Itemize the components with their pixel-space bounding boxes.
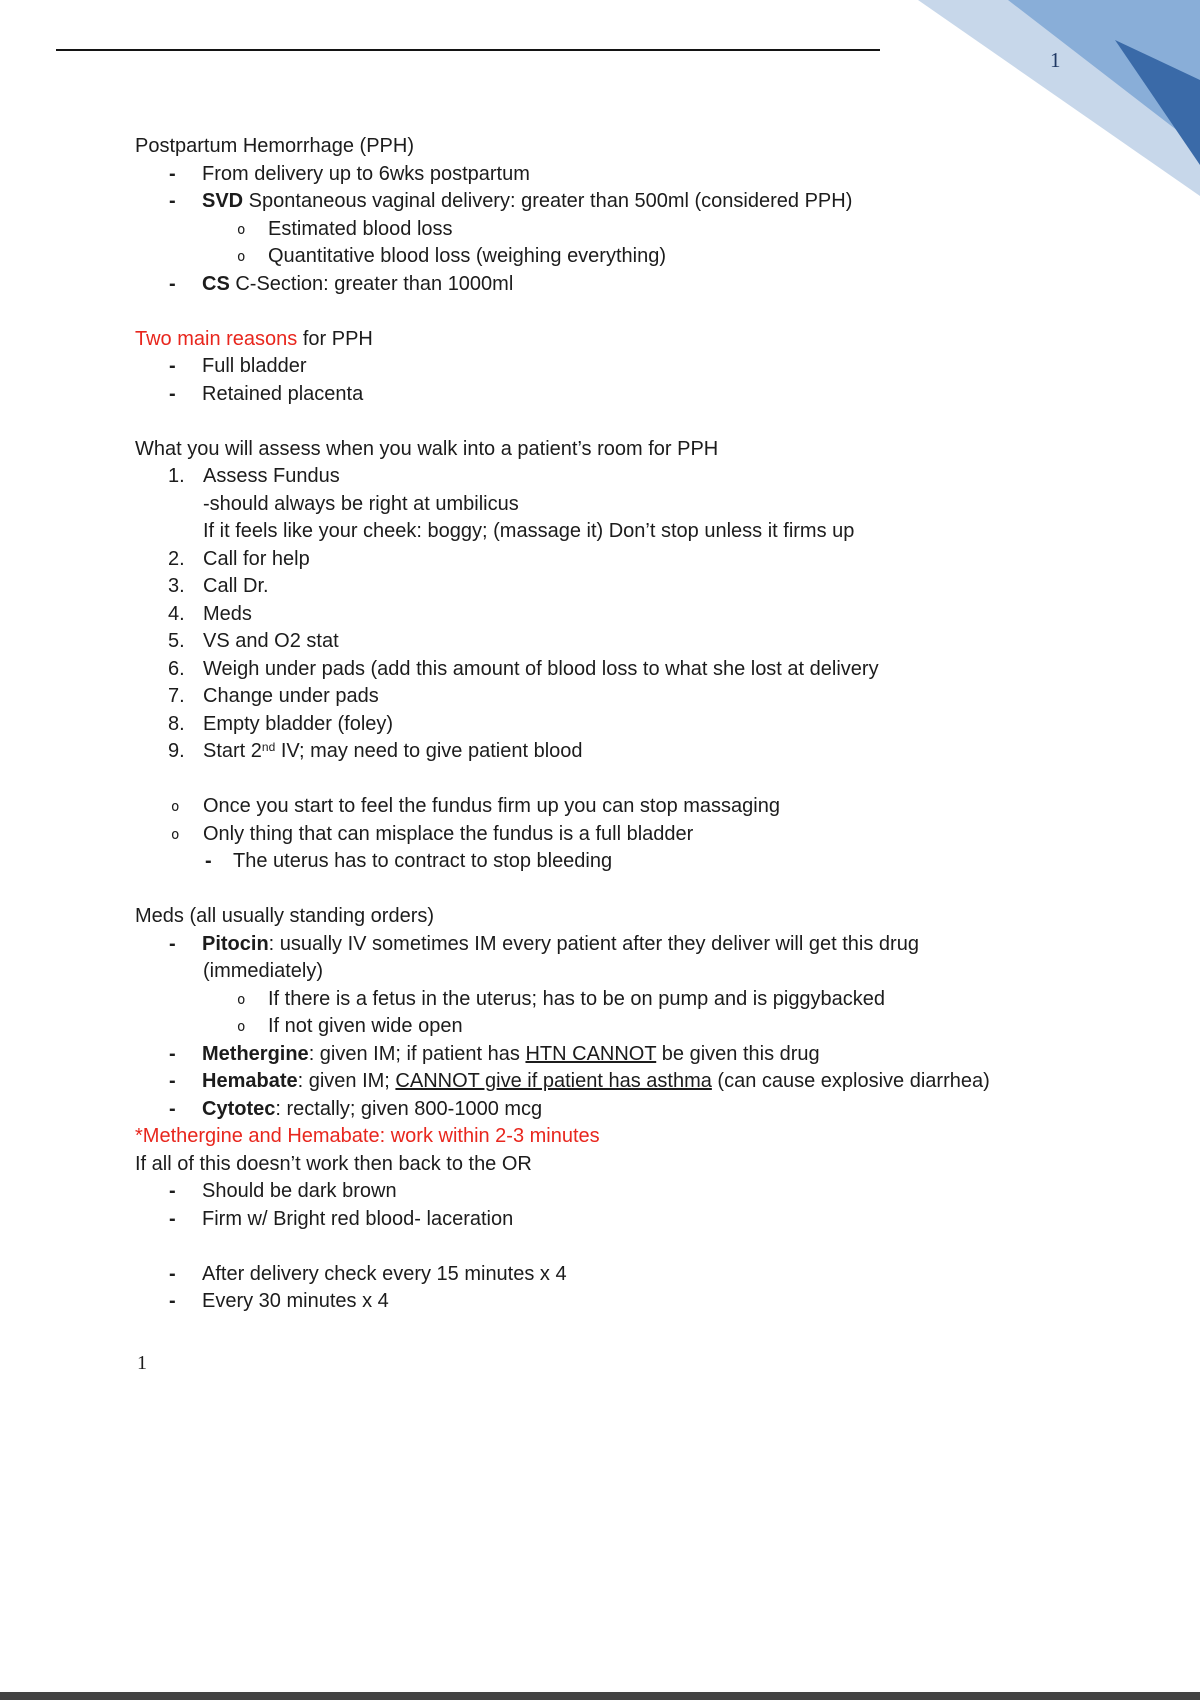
- term-svd: SVD: [202, 190, 244, 212]
- dash-marker: -: [169, 1180, 176, 1202]
- number-marker: 6.: [168, 657, 185, 680]
- number-marker: 7.: [168, 685, 185, 707]
- numbered-text-post: IV; may need to give patient blood: [275, 740, 583, 762]
- numbered-item: [135, 573, 1085, 601]
- circle-marker: o: [171, 826, 180, 843]
- section-heading: [135, 903, 1085, 931]
- circle-bullet-item: [135, 821, 1085, 849]
- bullet-text: : rectally; given 800-1000 mcg: [275, 1097, 543, 1120]
- continuation-text: If it feels like your cheek: boggy; (massage it) Don’t stop unless it firms up: [203, 520, 855, 542]
- dash-marker: -: [169, 1097, 176, 1120]
- bullet-text: be given this drug: [656, 1042, 820, 1065]
- section-heading: [135, 436, 1085, 464]
- numbered-text: Meds: [203, 602, 252, 625]
- numbered-item: [135, 463, 1085, 491]
- number-marker: 2.: [168, 547, 185, 570]
- sub-bullet-item: [135, 986, 1085, 1014]
- document-content: [135, 133, 1085, 1316]
- heading-red-text: Two main reasons: [135, 327, 298, 350]
- dash-marker: -: [169, 190, 176, 212]
- numbered-text: VS and O2 stat: [203, 630, 339, 652]
- drug-methergine: Methergine: [202, 1042, 309, 1065]
- circle-marker: o: [237, 249, 246, 265]
- dash-marker: -: [205, 850, 212, 872]
- bullet-text: Once you start to feel the fundus firm up you can stop massaging: [203, 795, 780, 817]
- sub-bullet-text: Estimated blood loss: [268, 217, 453, 240]
- bullet-text: : usually IV sometimes IM every patient after they deliver will get this drug: [268, 932, 919, 955]
- bullet-item: [135, 1288, 1085, 1316]
- nested-dash-item: [135, 848, 1085, 876]
- page-bottom-edge: [0, 1692, 1200, 1700]
- numbered-item: [135, 546, 1085, 574]
- numbered-item: [135, 711, 1085, 739]
- number-marker: 1.: [168, 465, 185, 487]
- blank-line: [135, 408, 1085, 436]
- number-marker: 9.: [168, 740, 185, 762]
- circle-marker: o: [237, 991, 246, 1008]
- underlined-warning: HTN CANNOT: [525, 1042, 657, 1065]
- bullet-text: The uterus has to contract to stop bleeding: [233, 850, 613, 872]
- numbered-text: Assess Fundus: [203, 465, 340, 487]
- circle-marker: o: [171, 799, 180, 815]
- continuation-line: [135, 491, 1085, 519]
- bullet-item: [135, 1261, 1085, 1289]
- dash-marker: -: [169, 162, 176, 185]
- bullet-text: : given IM; if patient has: [308, 1042, 526, 1065]
- doc-title: [135, 133, 1085, 161]
- number-marker: 4.: [168, 602, 185, 625]
- dash-marker: -: [169, 1262, 176, 1285]
- bullet-text: From delivery up to 6wks postpartum: [202, 162, 530, 185]
- numbered-item: [135, 601, 1085, 629]
- bullet-item: [135, 1178, 1085, 1206]
- numbered-text: Change under pads: [203, 685, 379, 707]
- dash-marker: -: [169, 382, 176, 405]
- bullet-text: Should be dark brown: [202, 1180, 397, 1202]
- sub-bullet-text: If not given wide open: [268, 1015, 463, 1037]
- numbered-text: Empty bladder (foley): [203, 712, 394, 735]
- heading-text: Meds (all usually standing orders): [135, 905, 435, 927]
- bullet-text: After delivery check every 15 minutes x 4: [202, 1262, 567, 1285]
- bullet-text: : given IM;: [297, 1070, 396, 1092]
- circle-marker: o: [237, 221, 246, 238]
- dash-marker: -: [169, 355, 176, 377]
- blank-line: [135, 766, 1085, 794]
- number-marker: 3.: [168, 575, 185, 597]
- blank-line: [135, 1233, 1085, 1261]
- bullet-text: C-Section: greater than 1000ml: [229, 272, 514, 295]
- numbered-text: Call for help: [203, 547, 310, 570]
- doc-title-text: Postpartum Hemorrhage (PPH): [135, 135, 414, 157]
- bullet-item: [135, 161, 1085, 189]
- ordinal-superscript: nd: [261, 740, 276, 754]
- circle-marker: o: [237, 1019, 246, 1035]
- sub-bullet-text: Quantitative blood loss (weighing everything): [268, 245, 666, 267]
- bullet-text: (can cause explosive diarrhea): [711, 1070, 990, 1092]
- numbered-text: Weigh under pads (add this amount of blood loss to what she lost at delivery: [203, 657, 879, 680]
- bullet-item: [135, 353, 1085, 381]
- corner-page-number: 1: [1050, 48, 1061, 72]
- continuation-text: -should always be right at umbilicus: [203, 492, 519, 515]
- bullet-item: [135, 1041, 1085, 1069]
- bullet-item: [135, 1206, 1085, 1234]
- bullet-text: Every 30 minutes x 4: [202, 1290, 389, 1312]
- dash-marker: -: [169, 1042, 176, 1065]
- bullet-item: [135, 1096, 1085, 1124]
- bullet-item: [135, 188, 1085, 216]
- numbered-item: [135, 628, 1085, 656]
- term-cs: CS: [202, 272, 230, 295]
- red-note-line: [135, 1123, 1085, 1151]
- numbered-item: [135, 738, 1085, 766]
- bullet-text: Full bladder: [202, 355, 307, 377]
- bullet-text: Spontaneous vaginal delivery: greater than 500ml (considered PPH): [243, 190, 853, 212]
- sub-bullet-item: [135, 243, 1085, 271]
- dash-marker: -: [169, 272, 176, 295]
- footer-page-number: 1: [137, 1352, 147, 1374]
- header-rule: [56, 49, 880, 51]
- numbered-item: [135, 683, 1085, 711]
- bullet-item: [135, 931, 1085, 959]
- red-note-text: *Methergine and Hemabate: work within 2-3 minutes: [135, 1125, 600, 1147]
- bullet-item: [135, 381, 1085, 409]
- number-marker: 8.: [168, 712, 185, 735]
- dash-marker: -: [169, 932, 176, 955]
- section-heading: [135, 326, 1085, 354]
- numbered-text: Call Dr.: [203, 575, 269, 597]
- continuation-line: [135, 958, 1085, 986]
- numbered-text-pre: Start 2: [203, 740, 262, 762]
- drug-pitocin: Pitocin: [202, 932, 269, 955]
- blank-line: [135, 876, 1085, 904]
- dash-marker: -: [169, 1290, 176, 1312]
- underlined-warning: CANNOT give if patient has asthma: [395, 1070, 712, 1092]
- continuation-text: (immediately): [203, 960, 324, 982]
- drug-cytotec: Cytotec: [202, 1097, 276, 1120]
- heading-rest-text: for PPH: [297, 327, 373, 350]
- blank-line: [135, 298, 1085, 326]
- sub-bullet-text: If there is a fetus in the uterus; has to be on pump and is piggybacked: [268, 987, 886, 1010]
- bullet-item: [135, 1068, 1085, 1096]
- number-marker: 5.: [168, 630, 185, 652]
- bullet-text: Firm w/ Bright red blood- laceration: [202, 1207, 514, 1230]
- bullet-text: Retained placenta: [202, 382, 364, 405]
- heading-text: What you will assess when you walk into a patient’s room for PPH: [135, 437, 719, 460]
- bullet-item: [135, 271, 1085, 299]
- continuation-line: [135, 518, 1085, 546]
- dash-marker: -: [169, 1070, 176, 1092]
- dash-marker: -: [169, 1207, 176, 1230]
- sub-bullet-item: [135, 1013, 1085, 1041]
- bullet-text: Only thing that can misplace the fundus is a full bladder: [203, 822, 694, 845]
- circle-bullet-item: [135, 793, 1085, 821]
- numbered-item: [135, 656, 1085, 684]
- or-line: [135, 1151, 1085, 1179]
- drug-hemabate: Hemabate: [202, 1070, 298, 1092]
- or-line-text: If all of this doesn’t work then back to the OR: [135, 1152, 532, 1175]
- sub-bullet-item: [135, 216, 1085, 244]
